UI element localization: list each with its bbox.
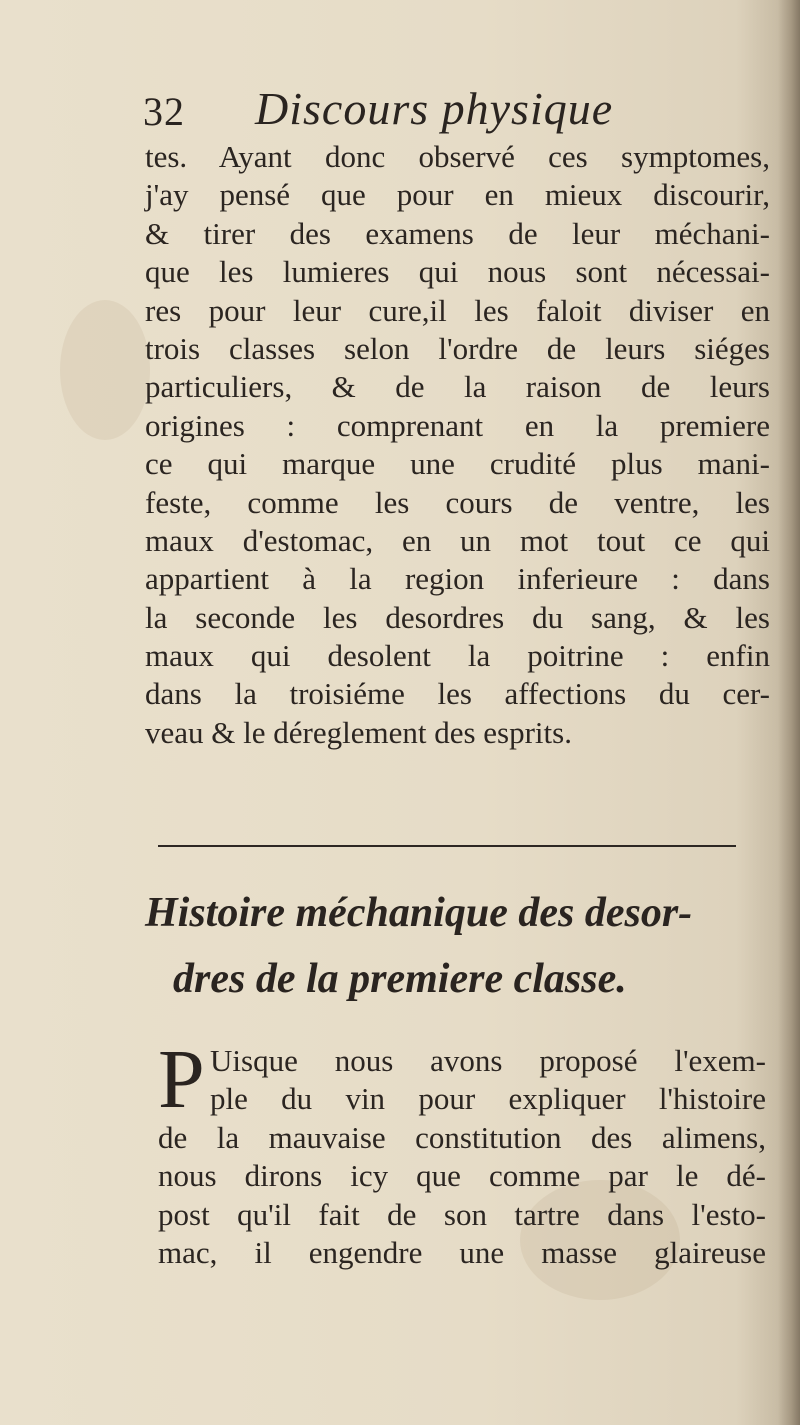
text-line: ce qui marque une crudité plus mani- [145,446,770,482]
text-line: la seconde les desordres du sang, & les [145,599,770,635]
running-title: Discours physique [255,83,614,134]
section-heading-line: Histoire méchanique des desor- [145,890,693,936]
text-line: dans la troisiéme les affections du cer- [145,676,770,712]
text-line: nous dirons icy que comme par le dé- [158,1158,766,1194]
page-number: 32 [143,89,185,134]
text-line: de la mauvaise constitution des alimens, [158,1119,766,1155]
text-line: j'ay pensé que pour en mieux discourir, [145,177,770,213]
text-line: maux d'estomac, en un mot tout ce qui [145,522,770,558]
section-heading [145,880,770,1012]
section-heading-line: dres de la premiere classe. [173,956,627,1002]
text-line: particuliers, & de la raison de leurs [145,369,770,405]
text-line: Uisque nous avons proposé l'exem- [210,1043,766,1078]
text-line: mac, il engendre une masse glaireuse [158,1234,766,1270]
text-line: maux qui desolent la poitrine : enfin [145,638,770,674]
section-paragraph [158,1033,766,1272]
text-line: feste, comme les cours de ventre, les [145,484,770,520]
drop-cap-initial: P [158,1033,205,1126]
page-edge-shadow [778,0,800,1425]
text-line: veau & le déreglement des esprits. [145,714,572,750]
paper-stain [60,300,150,440]
text-line: ple du vin pour expliquer l'histoire [210,1081,766,1117]
running-head [143,82,763,142]
text-line: tes. Ayant donc observé ces symptomes, [145,139,770,174]
text-line: post qu'il fait de son tartre dans l'esto- [158,1196,766,1232]
paragraph [145,138,770,752]
section-divider [158,845,736,847]
text-line: trois classes selon l'ordre de leurs siéges [145,330,770,366]
text-line: origines : comprenant en la premiere [145,407,770,443]
text-line: res pour leur cure,il les faloit diviser en [145,292,770,328]
text-line: & tirer des examens de leur méchani- [145,215,770,251]
text-line: que les lumieres qui nous sont nécessai- [145,254,770,290]
text-line: appartient à la region inferieure : dans [145,561,770,597]
